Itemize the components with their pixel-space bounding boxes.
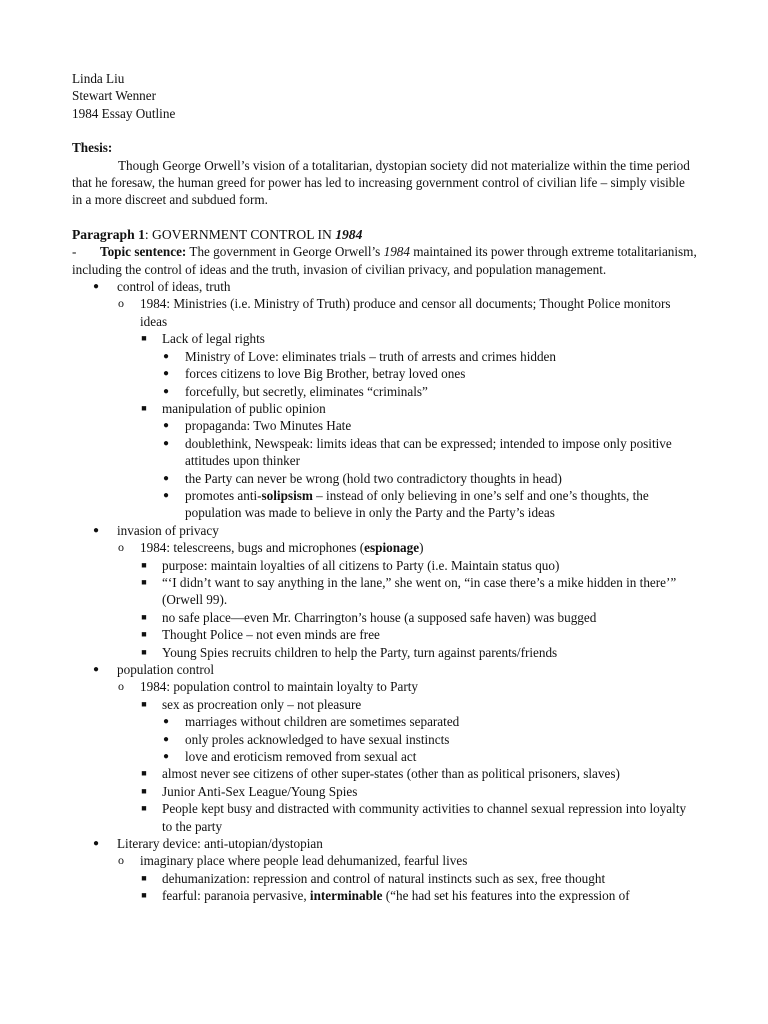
bullet-square-icon: ■ xyxy=(141,768,147,779)
bullet-dot-icon: ● xyxy=(162,368,170,380)
list-item: ● doublethink, Newspeak: limits ideas that can be expressed; intended to impose only positive attitudes upon thinker xyxy=(72,435,698,470)
bullet-square-icon: ■ xyxy=(141,785,147,796)
list-item: ● forces citizens to love Big Brother, betray loved ones xyxy=(72,365,698,382)
bullet-circle-icon: o xyxy=(118,296,124,311)
list-item: ■ sex as procreation only – not pleasure xyxy=(72,696,698,713)
bullet-square-icon: ■ xyxy=(141,576,147,587)
list-item: o 1984: population control to maintain loyalty to Party xyxy=(72,678,698,695)
bullet-square-icon: ■ xyxy=(141,803,147,814)
list-item: ● invasion of privacy xyxy=(72,522,698,539)
topic-text-a: The government in George Orwell’s xyxy=(186,244,384,260)
list-item: ● population control xyxy=(72,661,698,678)
bullet-square-icon: ■ xyxy=(141,559,147,570)
bullet-square-icon: ■ xyxy=(141,611,147,622)
list-item: ■ Junior Anti-Sex League/Young Spies xyxy=(72,783,698,800)
list-item: ■ “‘I didn’t want to say anything in the lane,” she went on, “in case there’s a mike hidden in there’” (Orwell 99). xyxy=(72,574,698,609)
list-item: ■ fearful: paranoia pervasive, interminable (“he had set his features into the expression of xyxy=(72,887,698,904)
teacher-name: Stewart Wenner xyxy=(72,88,157,104)
topic-dash: - xyxy=(72,244,77,260)
list-item: ■ almost never see citizens of other super-states (other than as political prisoners, slaves) xyxy=(72,765,698,782)
list-item: ■ People kept busy and distracted with community activities to channel sexual repression into loyalty to the party xyxy=(72,800,698,835)
spacer xyxy=(72,209,698,226)
bullet-dot-icon: ● xyxy=(92,838,100,850)
bullet-dot-icon: ● xyxy=(92,524,100,536)
list-item: ■ no safe place—even Mr. Charrington’s house (a supposed safe haven) was bugged xyxy=(72,609,698,626)
bullet-square-icon: ■ xyxy=(141,646,147,657)
list-item: ● promotes anti-solipsism – instead of only believing in one’s self and one’s thoughts, the population was made to believe in only the Party and the Party’s ideas xyxy=(72,487,698,522)
paragraph1-heading xyxy=(72,226,698,243)
bullet-dot-icon: ● xyxy=(162,385,170,397)
thesis-text: Though George Orwell’s vision of a totalitarian, dystopian society did not materialize within the time period that he foresaw, the human greed for power has led to increasing government control of civilian life – simply visible in a more discreet and subdued form. xyxy=(72,157,690,208)
bullet-square-icon: ■ xyxy=(141,698,147,709)
bullet-square-icon: ■ xyxy=(141,872,147,883)
bullet-dot-icon: ● xyxy=(92,664,100,675)
topic-text-b: maintained its power through extreme totalitarianism, including the control of ideas and the truth, invasion of civilian privacy, and population management. xyxy=(72,244,697,277)
paragraph1-title-italic: 1984 xyxy=(335,226,363,242)
thesis-label: Thesis: xyxy=(72,140,113,156)
bullet-square-icon: ■ xyxy=(141,890,147,901)
bullet-square-icon: ■ xyxy=(141,629,147,640)
list-item: ■ Lack of legal rights xyxy=(72,330,698,347)
bullet-circle-icon: o xyxy=(118,853,124,868)
bullet-dot-icon: ● xyxy=(162,437,170,449)
author-name: Linda Liu xyxy=(72,71,125,86)
bullet-dot-icon: ● xyxy=(162,350,170,362)
bullet-circle-icon: o xyxy=(118,679,124,694)
list-item: ■ manipulation of public opinion xyxy=(72,400,698,417)
spacer xyxy=(72,122,698,139)
document-title: 1984 Essay Outline xyxy=(72,105,176,121)
list-item: ● love and eroticism removed from sexual act xyxy=(72,748,698,765)
list-item: ● Ministry of Love: eliminates trials – truth of arrests and crimes hidden xyxy=(72,348,698,365)
list-item: ● the Party can never be wrong (hold two contradictory thoughts in head) xyxy=(72,470,698,487)
list-item: ● only proles acknowledged to have sexual instincts xyxy=(72,731,698,748)
list-item: ● Literary device: anti-utopian/dystopian xyxy=(72,835,698,852)
paragraph1-label: Paragraph 1 xyxy=(72,226,145,242)
bullet-dot-icon: ● xyxy=(162,751,170,763)
list-item: ● propaganda: Two Minutes Hate xyxy=(72,417,698,434)
bullet-dot-icon: ● xyxy=(162,733,170,745)
list-item: o 1984: Ministries (i.e. Ministry of Truth) produce and censor all documents; Thought Police monitors ideas xyxy=(72,295,698,330)
bullet-square-icon: ■ xyxy=(141,402,147,413)
list-item: ● control of ideas, truth xyxy=(72,278,698,295)
bullet-dot-icon: ● xyxy=(162,420,170,432)
paragraph1-title: : GOVERNMENT CONTROL IN xyxy=(144,226,336,242)
list-item: ■ Thought Police – not even minds are free xyxy=(72,626,698,643)
bullet-dot-icon: ● xyxy=(162,489,170,501)
list-item: ● marriages without children are sometimes separated xyxy=(72,713,698,730)
bullet-dot-icon: ● xyxy=(162,472,170,484)
topic-sentence xyxy=(72,243,698,278)
list-item: o imaginary place where people lead dehumanized, fearful lives xyxy=(72,852,698,869)
bullet-dot-icon: ● xyxy=(92,281,100,293)
list-item: ■ dehumanization: repression and control of natural instincts such as sex, free thought xyxy=(72,870,698,887)
list-item: o 1984: telescreens, bugs and microphones (espionage) xyxy=(72,539,698,556)
topic-italic: 1984 xyxy=(383,244,410,260)
bullet-square-icon: ■ xyxy=(141,333,147,344)
topic-label: Topic sentence: xyxy=(100,244,187,260)
list-item: ● forcefully, but secretly, eliminates “criminals” xyxy=(72,383,698,400)
list-item: ■ Young Spies recruits children to help the Party, turn against parents/friends xyxy=(72,644,698,661)
bullet-circle-icon: o xyxy=(118,540,124,555)
bullet-dot-icon: ● xyxy=(162,716,170,728)
list-item: ■ purpose: maintain loyalties of all citizens to Party (i.e. Maintain status quo) xyxy=(72,557,698,574)
